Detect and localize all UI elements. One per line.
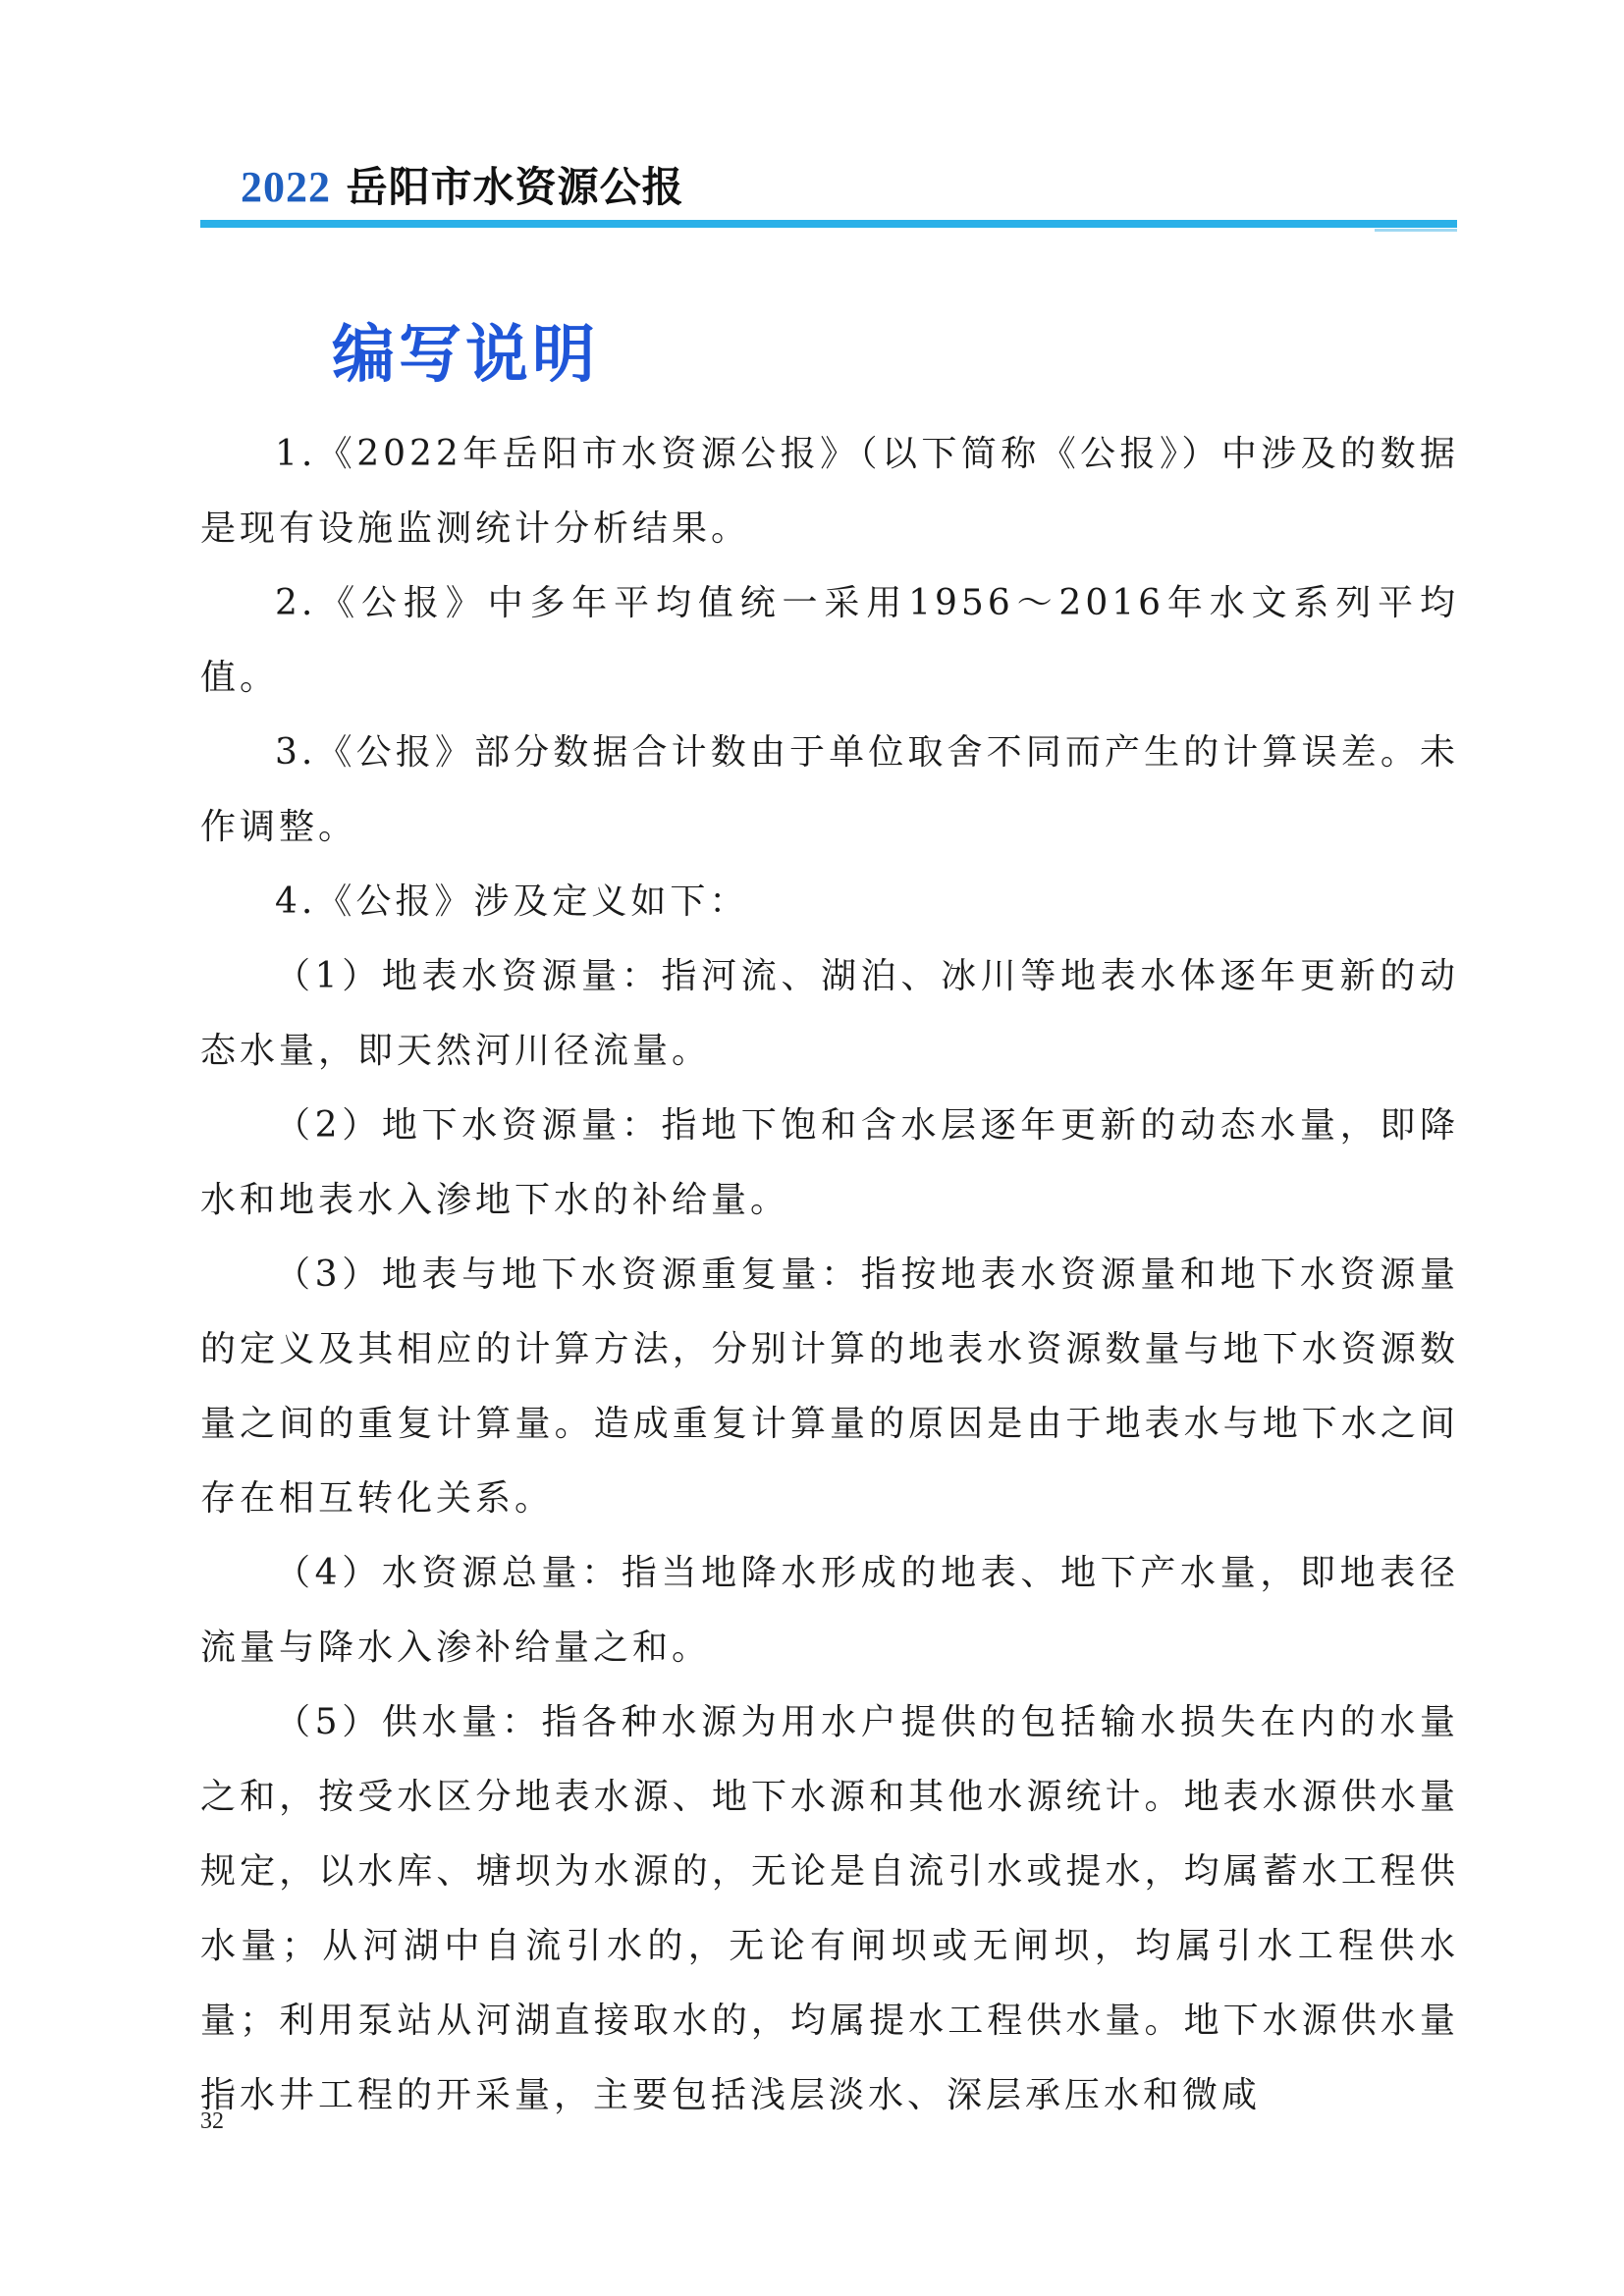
- paragraph-3: 3.《公报》部分数据合计数由于单位取舍不同而产生的计算误差。未作调整。: [200, 732, 1459, 847]
- paragraph-4: 4.《公报》涉及定义如下：: [275, 881, 749, 922]
- report-title: 岳阳市水资源公报: [346, 163, 684, 211]
- header-divider: [200, 220, 1457, 228]
- section-title: 编写说明: [332, 319, 599, 392]
- paragraph-1: 1.《2022年岳阳市水资源公报》（以下简称《公报》）中涉及的数据是现有设施监测统计分析结果。: [200, 434, 1459, 549]
- paragraph-definition-1: （1）地表水资源量：指河流、湖泊、冰川等地表水体逐年更新的动态水量，即天然河川径流量。: [200, 956, 1459, 1071]
- paragraph-2: 2.《公报》中多年平均值统一采用1956～2016年水文系列平均值。: [200, 583, 1459, 698]
- report-header: [241, 155, 684, 214]
- header-divider-shadow: [1375, 229, 1457, 232]
- body-text: [200, 417, 1459, 2133]
- paragraph-definition-2: （2）地下水资源量：指地下饱和含水层逐年更新的动态水量，即降水和地表水入渗地下水的补给量。: [200, 1105, 1459, 1220]
- page-number: 32: [200, 2109, 224, 2134]
- paragraph-definition-3: （3）地表与地下水资源重复量：指按地表水资源量和地下水资源量的定义及其相应的计算方法，分别计算的地表水资源数量与地下水资源数量之间的重复计算量。造成重复计算量的原因是由于地表水与地下水之间存在相互转化关系。: [200, 1255, 1459, 1519]
- paragraph-definition-4: （4）水资源总量：指当地降水形成的地表、地下产水量，即地表径流量与降水入渗补给量之和。: [200, 1553, 1459, 1668]
- report-year: 2022: [241, 163, 331, 211]
- paragraph-definition-5: （5）供水量：指各种水源为用水户提供的包括输水损失在内的水量之和，按受水区分地表水源、地下水源和其他水源统计。地表水源供水量规定，以水库、塘坝为水源的，无论是自流引水或提水，均属蓄水工程供水量；从河湖中自流引水的，无论有闸坝或无闸坝，均属引水工程供水量；利用泵站从河湖直接取水的，均属提水工程供水量。地下水源供水量指水井工程的开采量，主要包括浅层淡水、深层承压水和微咸: [200, 1702, 1459, 2115]
